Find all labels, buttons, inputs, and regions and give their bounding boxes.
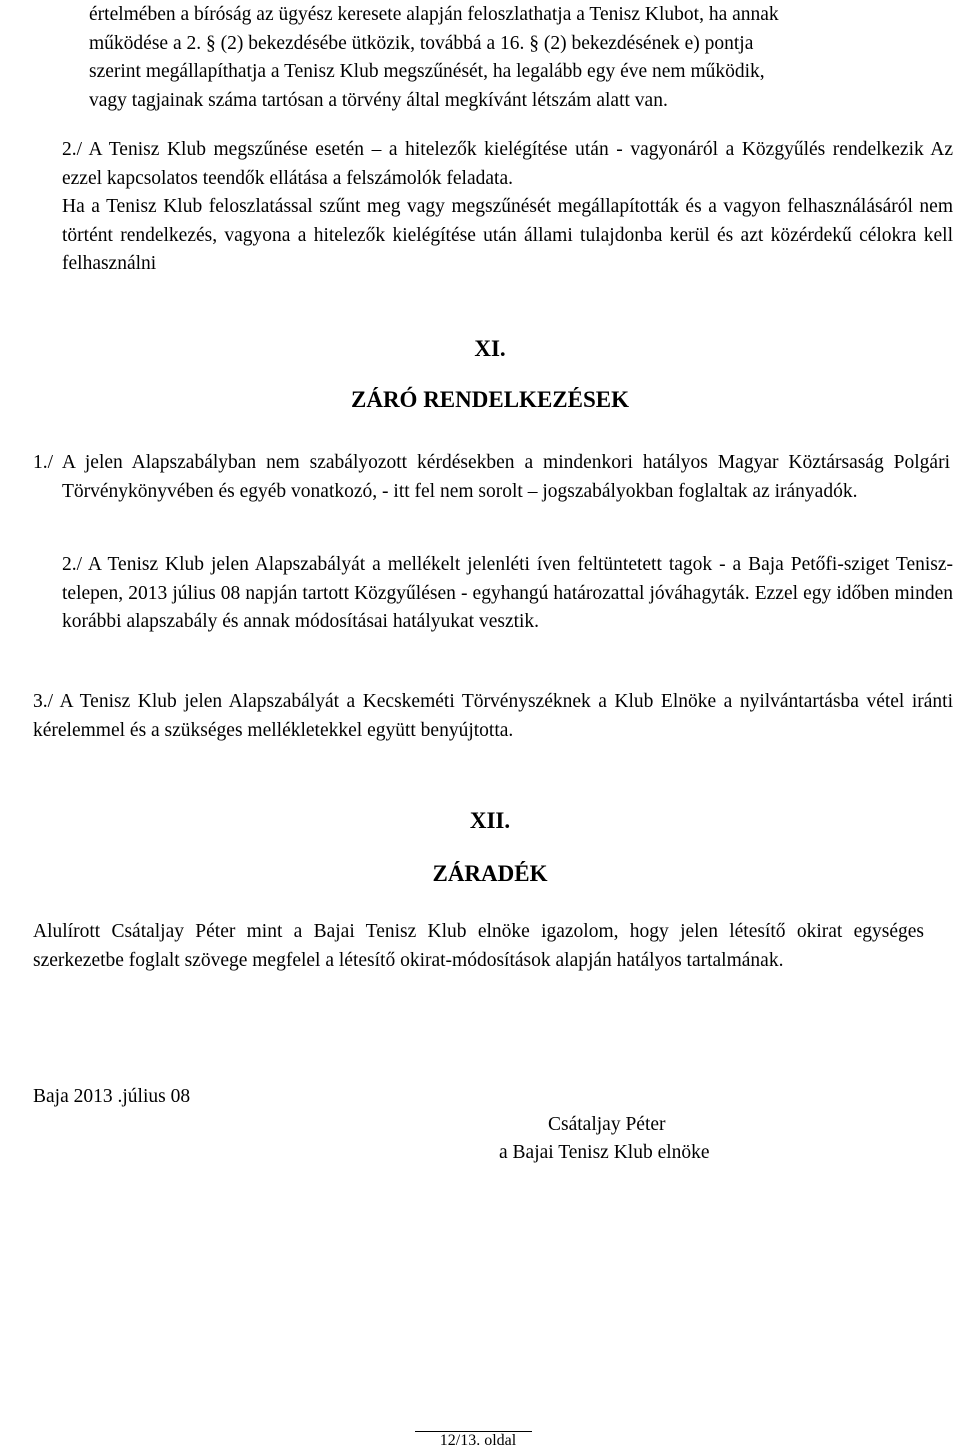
provision-item-2: 2./ A Tenisz Klub jelen Alapszabályát a mellékelt jelenléti íven feltüntetett tagok - a Baja Petőfi-sziget Tenisz-telepen, 2013 július 08 napján tartott Közgyűlésen - egyhangú határozattal jóváhagyták. Ezzel egy időben minden korábbi alapszabály és annak módosításai hatályukat vesztik.: [62, 554, 953, 633]
section-number-xii: XII.: [469, 808, 511, 833]
text-line: szerint megállapíthatja a Tenisz Klub megszűnését, ha legalább egy éve nem működik,: [89, 61, 765, 83]
paragraph-continuation: [89, 1, 953, 116]
paragraph-dissolution: 2./ A Tenisz Klub megszűnése esetén – a hitelezők kielégítése után - vagyonáról a Közgyűlés rendelkezik Az ezzel kapcsolatos teendők ellátása a felszámolók feladata.: [62, 139, 953, 189]
signatory-name: Csátaljay Péter: [548, 1114, 666, 1135]
section-title-clause: ZÁRADÉK: [432, 861, 548, 886]
signatory-role: a Bajai Tenisz Klub elnöke: [499, 1142, 710, 1163]
provision-item-1: 1./ A jelen Alapszabályban nem szabályozott kérdésekben a mindenkori hatályos Magyar Köztársaság Polgári Törvénykönyvében és egyéb vonatkozó, - itt fel nem sorolt – jogszabályokban foglaltak az irányadók.: [33, 452, 950, 502]
section-number-xi: XI.: [474, 336, 506, 361]
text-line: működése a 2. § (2) bekezdésébe ütközik, továbbá a 16. § (2) bekezdésének e) pontja: [89, 32, 754, 54]
page-number: 12/13. oldal: [439, 1432, 517, 1449]
text-line: értelmében a bíróság az ügyész keresete alapján feloszlathatja a Tenisz Klubot, ha annak: [89, 4, 779, 25]
place-date: Baja 2013 .július 08: [33, 1086, 191, 1107]
section-title-closing-provisions: ZÁRÓ RENDELKEZÉSEK: [351, 387, 629, 412]
clause-text: Alulírott Csátaljay Péter mint a Bajai Tenisz Klub elnöke igazolom, hogy jelen létesítő okirat egységes szerkezetbe foglalt szövege megfelel a létesítő okirat-módosítások alapján hatályos tartalmának.: [33, 921, 924, 971]
text-line: vagy tagjainak száma tartósan a törvény által megkívánt létszám alatt van.: [89, 90, 668, 112]
provision-item-3: 3./ A Tenisz Klub jelen Alapszabályát a Kecskeméti Törvényszéknek a Klub Elnöke a nyilvántartásba vétel iránti kérelemmel és a szükséges mellékletekkel együtt benyújtotta.: [33, 691, 953, 741]
paragraph-assets: Ha a Tenisz Klub feloszlatással szűnt meg vagy megszűnését megállapították és a vagyon felhasználásáról nem történt rendelkezés, vagyona a hitelezők kielégítése után állami tulajdonba kerül és azt közérdekű célokra kell felhasználni: [62, 196, 953, 275]
